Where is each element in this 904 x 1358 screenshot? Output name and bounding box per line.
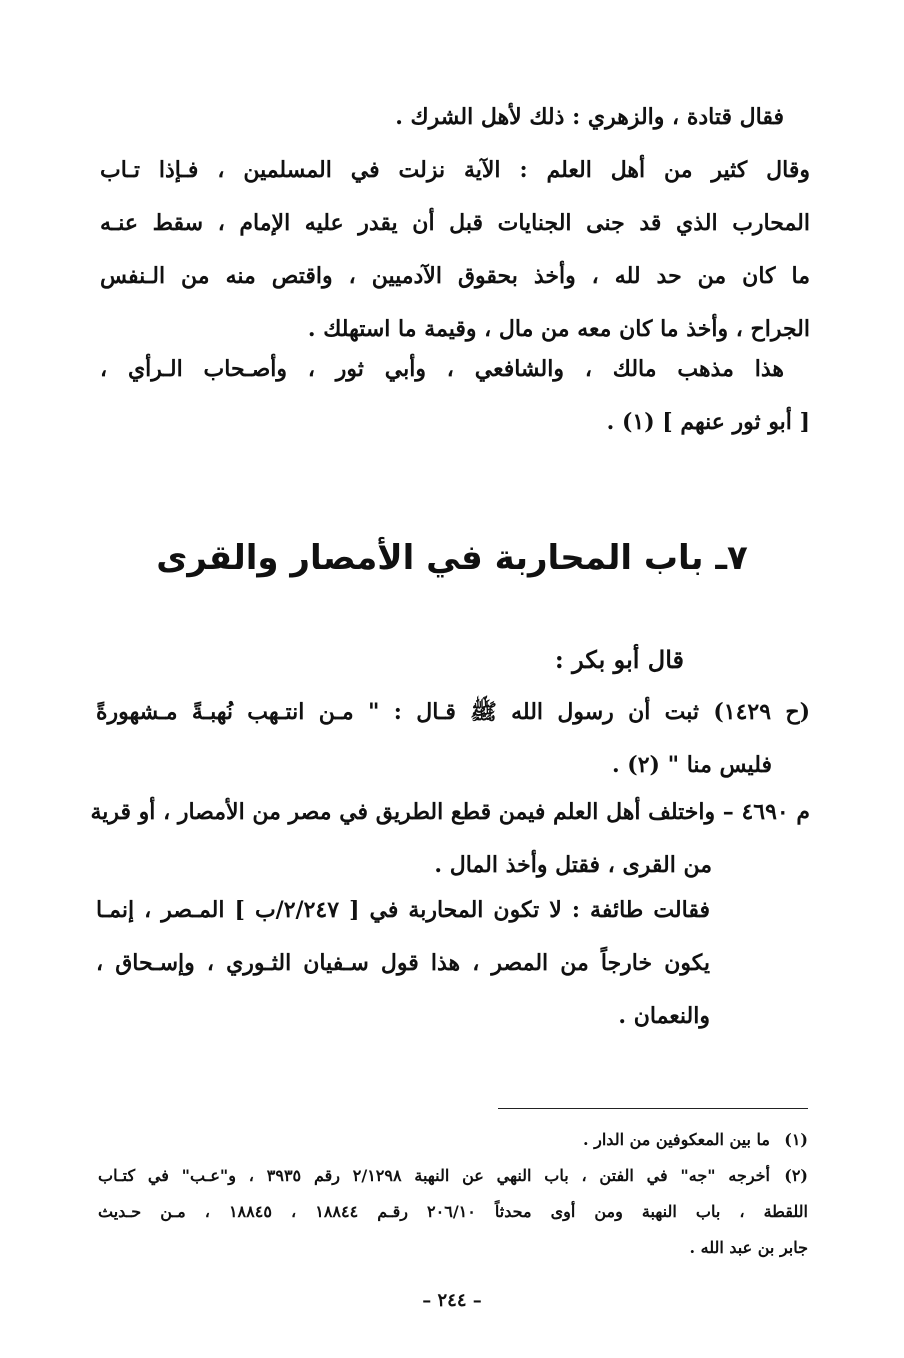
footnote-line: جابر بن عبد الله .	[689, 1238, 808, 1257]
chapter-title: ٧ـ باب المحاربة في الأمصار والقرى	[156, 538, 748, 578]
footnotes	[98, 1122, 808, 1266]
footnote-1	[98, 1122, 808, 1158]
paragraph-first-view	[96, 884, 710, 1043]
footnote-number: (١)	[784, 1130, 808, 1149]
paragraph-madhhab	[100, 343, 810, 449]
footnote-line: أخرجه "جه" في الفتن ، باب النهي عن النهبة ٢/١٢٩٨ رقم ٣٩٣٥ ، و"عـب" في كتـاب	[98, 1166, 771, 1185]
text-line: [ أبو ثور عنهم ] (١) .	[606, 409, 810, 435]
text-line: وقال كثير من أهل العلم : الآية نزلت في المسلمين ، فـإذا تـاب	[100, 157, 810, 183]
speaker-heading: قال أبو بكر :	[554, 645, 684, 674]
footnote-2	[98, 1158, 808, 1266]
text-line: فقالت طائفة : لا تكون المحاربة في [ ٢/٢٤٧/ب ] المـصر ، إنمـا	[96, 897, 710, 923]
text-line: هذا مذهب مالك ، والشافعي ، وأبي ثور ، وأصـحاب الـرأي ،	[100, 356, 784, 382]
page-number: – ٢٤٤ –	[422, 1290, 482, 1311]
text-line: فليس منا " (٢) .	[611, 752, 772, 778]
text-line: (ح ١٤٢٩) ثبت أن رسول الله ﷺ قـال : " مـن انتـهب نُهبـةً مـشهورةً	[96, 699, 810, 725]
text-line: م ٤٦٩٠ – واختلف أهل العلم فيمن قطع الطريق في مصر من الأمصار ، أو قرية	[90, 799, 810, 825]
footnote-text	[98, 1122, 770, 1158]
paragraph-qatada	[100, 91, 810, 144]
footnote-number: (٢)	[784, 1166, 808, 1185]
text-line: يكون خارجاً من المصر ، هذا قول سـفيان الثـوري ، وإسـحاق ،	[96, 950, 710, 976]
footnote-line: ما بين المعكوفين من الدار .	[582, 1130, 770, 1149]
hadith-block	[96, 686, 810, 792]
text-line: والنعمان .	[618, 1003, 710, 1029]
text-line: ما كان من حد لله ، وأخذ بحقوق الآدميين ، واقتص منه من الـنفس	[100, 263, 810, 289]
paragraph-majority-view	[100, 144, 810, 356]
text-line: فقال قتادة ، والزهري : ذلك لأهل الشرك .	[395, 104, 784, 130]
footnote-line: اللقطة ، باب النهبة ومن أوى محدثاً ٢٠٦/١٠ رقـم ١٨٨٤٤ ، ١٨٨٤٥ ، مـن حـديث	[98, 1202, 808, 1221]
text-line: المحارب الذي قد جنى الجنايات قبل أن يقدر عليه الإمام ، سقط عنـه	[100, 210, 810, 236]
footnote-text	[98, 1158, 808, 1266]
text-line: الجراح ، وأخذ ما كان معه من مال ، وقيمة ما استهلك .	[307, 316, 810, 342]
text-line: من القرى ، فقتل وأخذ المال .	[434, 852, 712, 878]
footnote-separator	[498, 1108, 808, 1109]
masala-block	[90, 786, 810, 892]
